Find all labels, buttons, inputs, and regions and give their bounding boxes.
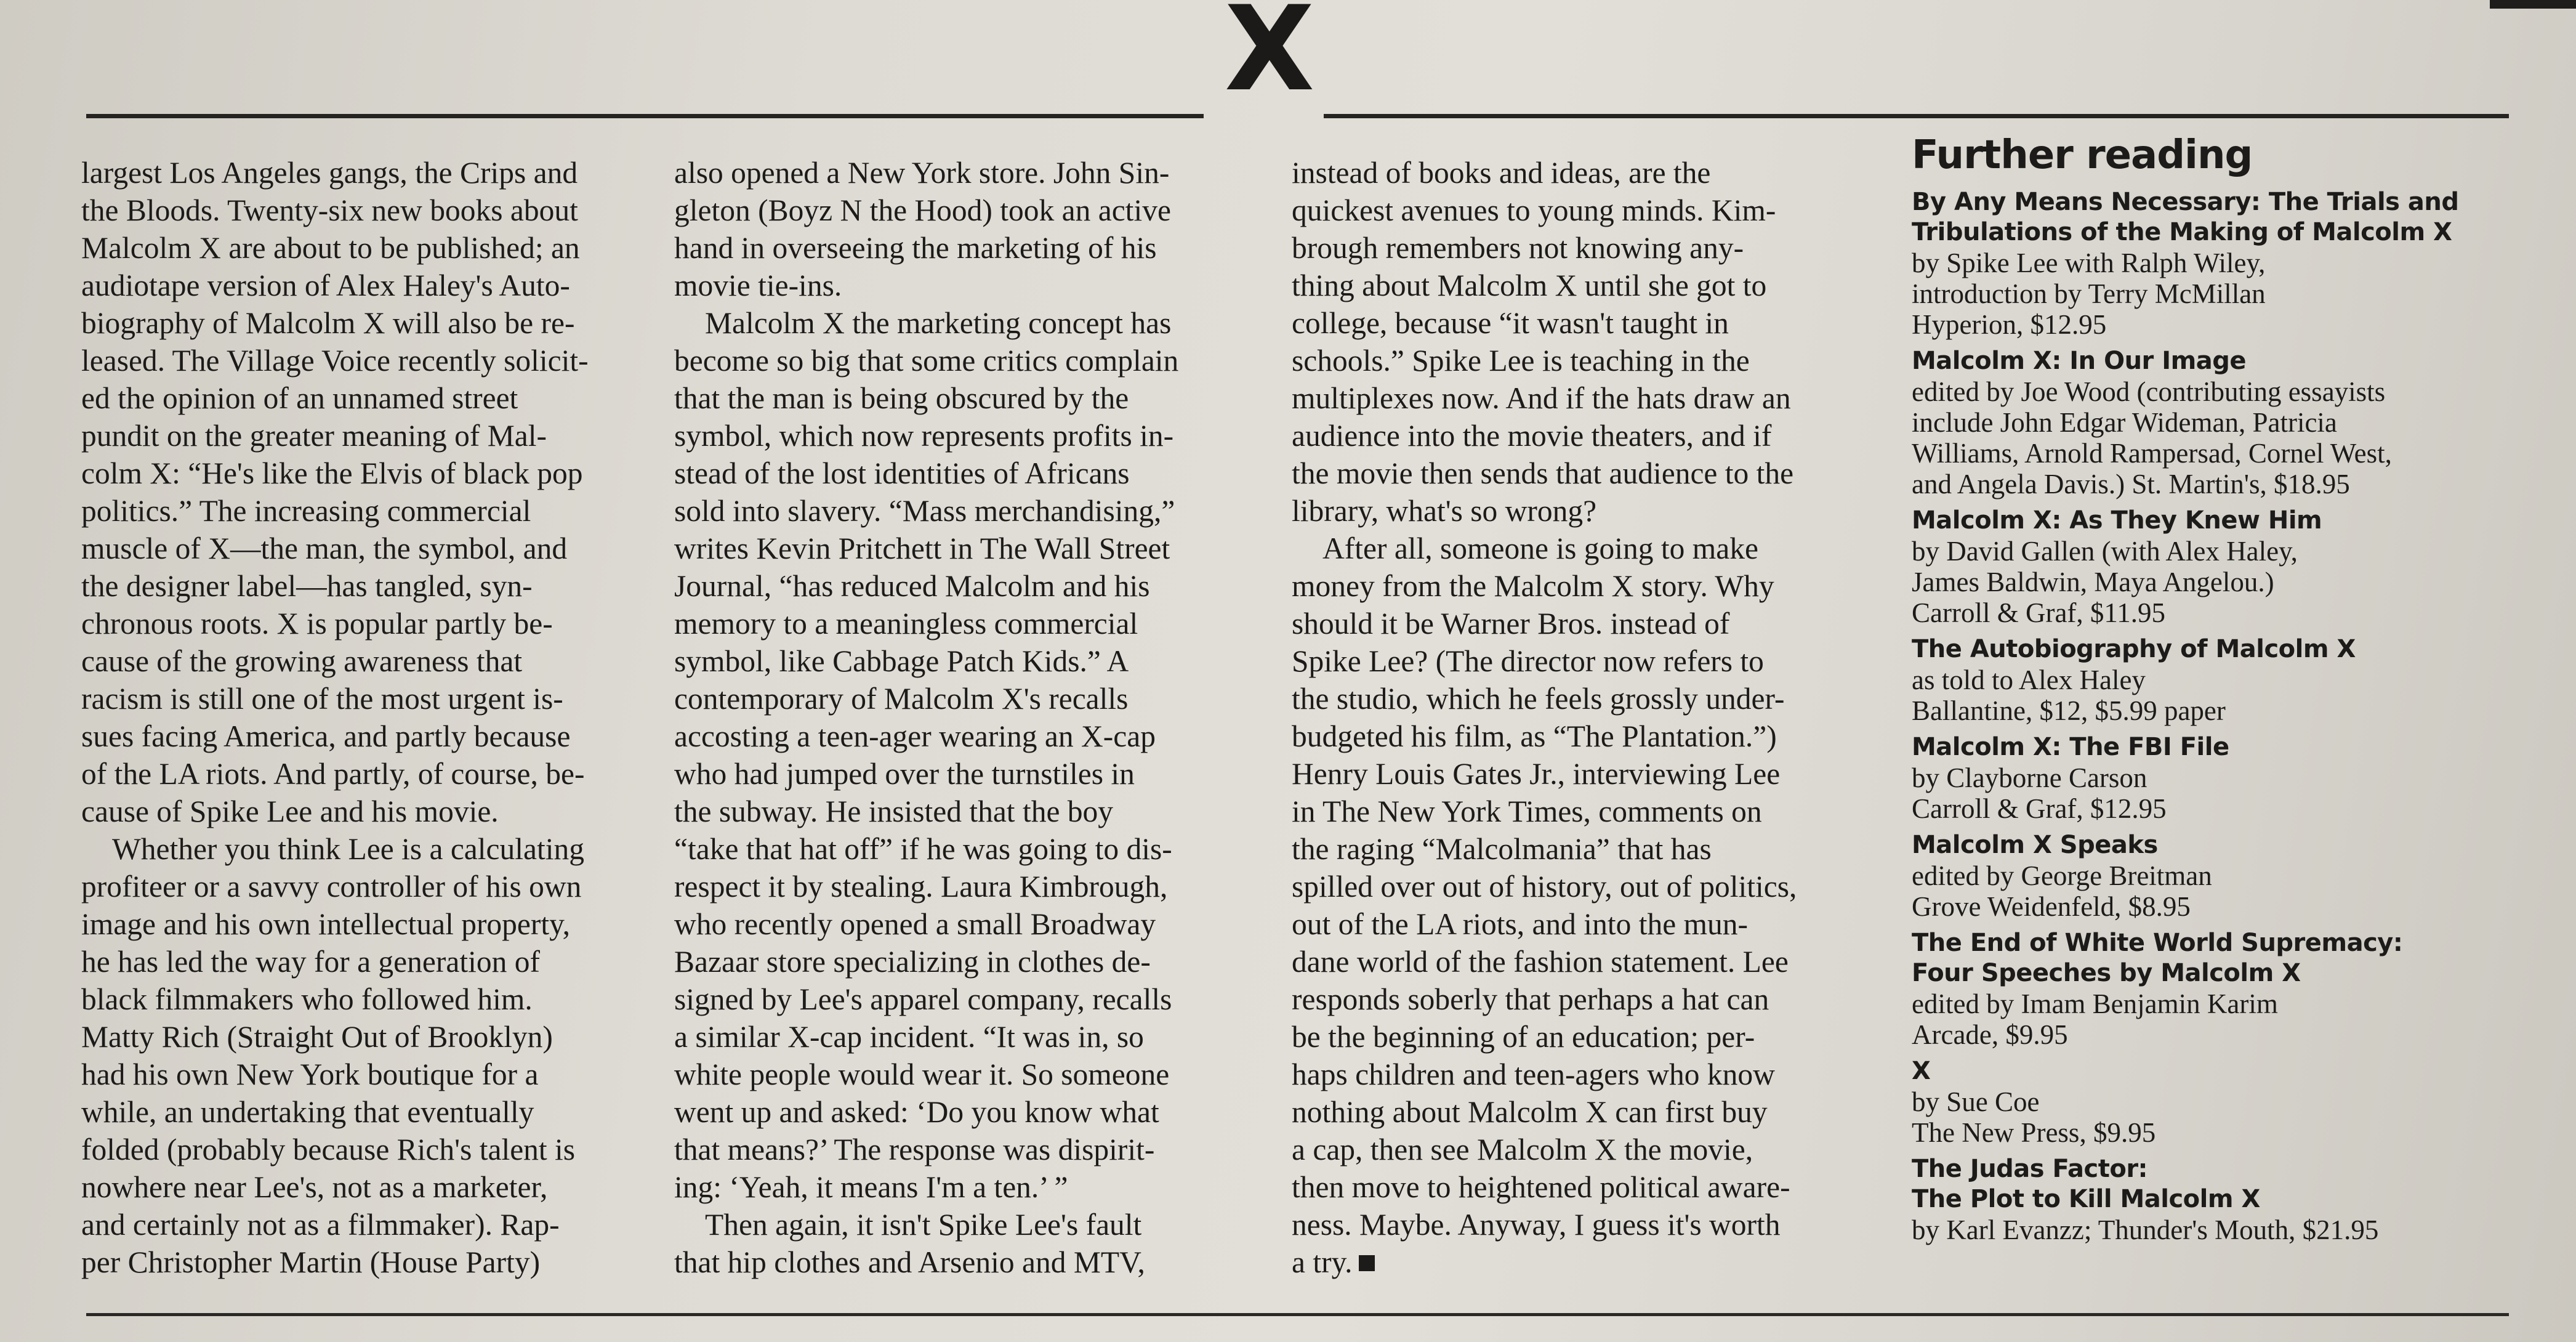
text-line: memory to a meaningless commercial: [674, 607, 1138, 641]
text-line: become so big that some critics complain: [674, 344, 1179, 378]
text-line: leased. The Village Voice recently solicit-: [81, 344, 589, 378]
book-detail: Arcade, $9.95: [1912, 1019, 2068, 1050]
book-detail: Ballantine, $12, $5.99 paper: [1912, 695, 2226, 726]
text-line: who recently opened a small Broadway: [674, 907, 1156, 941]
text-line: audiotape version of Alex Haley's Auto-: [81, 269, 570, 302]
article-paragraph: [81, 154, 638, 830]
text-line: sues facing America, and partly because: [81, 719, 571, 753]
text-line: a similar X-cap incident. “It was in, so: [674, 1020, 1144, 1054]
book-entry: [1912, 1056, 2521, 1148]
book-detail: by David Gallen (with Alex Haley,: [1912, 536, 2298, 567]
book-title: X: [1912, 1057, 1931, 1085]
text-line: quickest avenues to young minds. Kim-: [1292, 193, 1776, 227]
text-line: ed the opinion of an unnamed street: [81, 381, 518, 415]
article-paragraph: [674, 1206, 1265, 1281]
text-line: instead of books and ideas, are the: [1292, 156, 1711, 190]
book-title: Malcolm X: In Our Image: [1912, 347, 2247, 375]
top-rule-left: [86, 114, 1204, 118]
book-title: Tribulations of the Making of Malcolm X: [1912, 218, 2452, 246]
text-line: in The New York Times, comments on: [1292, 794, 1762, 828]
book-title: By Any Means Necessary: The Trials and: [1912, 188, 2459, 216]
book-detail: by Karl Evanzz; Thunder's Mouth, $21.95: [1912, 1215, 2379, 1245]
corner-tab: [2490, 0, 2576, 9]
text-line: sold into slavery. “Mass merchandising,”: [674, 494, 1175, 528]
article-paragraph: [81, 830, 638, 1281]
text-line: image and his own intellectual property,: [81, 907, 571, 941]
book-detail: Williams, Arnold Rampersad, Cornel West,: [1912, 438, 2392, 469]
text-line: black filmmakers who followed him.: [81, 982, 533, 1016]
book-detail: James Baldwin, Maya Angelou.): [1912, 567, 2274, 597]
book-entry: [1912, 187, 2521, 340]
text-line: that means?’ The response was dispirit-: [674, 1133, 1155, 1166]
text-line: audience into the movie theaters, and if: [1292, 419, 1772, 453]
book-detail: Grove Weidenfeld, $8.95: [1912, 891, 2191, 922]
book-detail: by Clayborne Carson: [1912, 762, 2147, 793]
book-title: The End of White World Supremacy:: [1912, 929, 2403, 957]
book-detail: introduction by Terry McMillan: [1912, 278, 2266, 309]
text-line: chronous roots. X is popular partly be-: [81, 607, 553, 641]
text-line: gleton (Boyz N the Hood) took an active: [674, 193, 1171, 227]
text-line: largest Los Angeles gangs, the Crips and: [81, 156, 578, 190]
text-line: the raging “Malcolmania” that has: [1292, 832, 1712, 866]
text-line: be the beginning of an education; per-: [1292, 1020, 1755, 1054]
text-line: then move to heightened political aware-: [1292, 1170, 1790, 1204]
book-detail: by Sue Coe: [1912, 1086, 2040, 1117]
book-entry: [1912, 830, 2521, 922]
book-detail: and Angela Davis.) St. Martin's, $18.95: [1912, 469, 2350, 499]
text-line: out of the LA riots, and into the mun-: [1292, 907, 1749, 941]
top-rule-right: [1324, 114, 2509, 118]
text-line: movie tie-ins.: [674, 269, 842, 302]
text-line: should it be Warner Bros. instead of: [1292, 607, 1730, 641]
text-line: accosting a teen-ager wearing an X-cap: [674, 719, 1156, 753]
text-line: he has led the way for a generation of: [81, 945, 540, 979]
text-line: nothing about Malcolm X can first buy: [1292, 1095, 1768, 1129]
text-line: respect it by stealing. Laura Kimbrough,: [674, 870, 1168, 903]
book-entry: [1912, 732, 2521, 824]
article-paragraph: [1292, 154, 1883, 530]
text-line: biography of Malcolm X will also be re-: [81, 306, 575, 340]
book-entry: [1912, 1154, 2521, 1245]
book-detail: edited by Joe Wood (contributing essayists: [1912, 376, 2386, 407]
text-line: had his own New York boutique for a: [81, 1057, 539, 1091]
text-line: money from the Malcolm X story. Why: [1292, 569, 1774, 603]
text-line: the movie then sends that audience to the: [1292, 456, 1794, 490]
book-entry: [1912, 506, 2521, 628]
text-line: cause of Spike Lee and his movie.: [81, 794, 499, 828]
book-detail: Carroll & Graf, $12.95: [1912, 793, 2167, 824]
text-line: multiplexes now. And if the hats draw an: [1292, 381, 1791, 415]
book-title: Malcolm X: As They Knew Him: [1912, 506, 2322, 535]
sidebar-title: Further reading: [1912, 132, 2253, 178]
text-line: a cap, then see Malcolm X the movie,: [1292, 1133, 1753, 1166]
text-line: white people would wear it. So someone: [674, 1057, 1170, 1091]
article-paragraph: [674, 304, 1265, 1206]
text-line: racism is still one of the most urgent is-: [81, 682, 563, 716]
book-detail: include John Edgar Wideman, Patricia: [1912, 407, 2337, 438]
text-line: brough remembers not knowing any-: [1292, 231, 1744, 265]
book-title: Four Speeches by Malcolm X: [1912, 959, 2301, 987]
text-line: and certainly not as a filmmaker). Rap-: [81, 1208, 560, 1242]
book-detail: as told to Alex Haley: [1912, 665, 2146, 695]
text-line: symbol, which now represents profits in-: [674, 419, 1174, 453]
text-line: Journal, “has reduced Malcolm and his: [674, 569, 1150, 603]
article-column-1: [81, 154, 638, 1281]
book-detail: The New Press, $9.95: [1912, 1117, 2156, 1148]
text-line: symbol, like Cabbage Patch Kids.” A: [674, 644, 1129, 678]
text-line: thing about Malcolm X until she got to: [1292, 269, 1767, 302]
text-line: college, because “it wasn't taught in: [1292, 306, 1729, 340]
text-line: ness. Maybe. Anyway, I guess it's worth: [1292, 1208, 1781, 1242]
text-line: Malcolm X are about to be published; an: [81, 231, 580, 265]
text-line: that hip clothes and Arsenio and MTV,: [674, 1245, 1145, 1279]
text-line: went up and asked: ‘Do you know what: [674, 1095, 1159, 1129]
book-entry: [1912, 634, 2521, 726]
book-title: The Plot to Kill Malcolm X: [1912, 1185, 2260, 1213]
text-line: contemporary of Malcolm X's recalls: [674, 682, 1129, 716]
book-title: Malcolm X Speaks: [1912, 831, 2158, 859]
book-entry: [1912, 346, 2521, 499]
book-detail: Hyperion, $12.95: [1912, 309, 2107, 340]
text-line: Malcolm X the marketing concept has: [705, 306, 1172, 340]
text-line: the Bloods. Twenty-six new books about: [81, 193, 578, 227]
text-line: folded (probably because Rich's talent is: [81, 1133, 576, 1166]
text-line: a try.: [1292, 1245, 1353, 1279]
article-paragraph: [1292, 530, 1883, 1281]
text-line: budgeted his film, as “The Plantation.”): [1292, 719, 1777, 753]
book-detail: by Spike Lee with Ralph Wiley,: [1912, 248, 2266, 278]
book-title: The Judas Factor:: [1912, 1155, 2148, 1183]
article-column-3: [1292, 154, 1883, 1281]
text-line: responds soberly that perhaps a hat can: [1292, 982, 1769, 1016]
text-line: who had jumped over the turnstiles in: [674, 757, 1135, 791]
text-line: while, an undertaking that eventually: [81, 1095, 534, 1129]
text-line: the studio, which he feels grossly under-: [1292, 682, 1785, 716]
book-list: [1912, 187, 2521, 1245]
text-line: muscle of X—the man, the symbol, and: [81, 532, 568, 565]
further-reading-sidebar: [1912, 131, 2521, 1251]
text-line: also opened a New York store. John Sin-: [674, 156, 1170, 190]
text-line: haps children and teen-agers who know: [1292, 1057, 1775, 1091]
text-line: that the man is being obscured by the: [674, 381, 1129, 415]
text-line: cause of the growing awareness that: [81, 644, 523, 678]
text-line: writes Kevin Pritchett in The Wall Street: [674, 532, 1170, 565]
text-line: hand in overseeing the marketing of his: [674, 231, 1157, 265]
text-line: Spike Lee? (The director now refers to: [1292, 644, 1764, 678]
book-entry: [1912, 928, 2521, 1050]
book-detail: edited by Imam Benjamin Karim: [1912, 988, 2278, 1019]
text-line: ing: ‘Yeah, it means I'm a ten.’ ”: [674, 1170, 1068, 1204]
text-line: stead of the lost identities of Africans: [674, 456, 1130, 490]
text-line: politics.” The increasing commercial: [81, 494, 531, 528]
text-line: schools.” Spike Lee is teaching in the: [1292, 344, 1750, 378]
text-line: spilled over out of history, out of politics,: [1292, 870, 1797, 903]
end-mark-icon: [1359, 1255, 1375, 1271]
text-line: Whether you think Lee is a calculating: [112, 832, 584, 866]
text-line: the subway. He insisted that the boy: [674, 794, 1114, 828]
text-line: pundit on the greater meaning of Mal-: [81, 419, 547, 453]
text-line: library, what's so wrong?: [1292, 494, 1597, 528]
text-line: Henry Louis Gates Jr., interviewing Lee: [1292, 757, 1781, 791]
text-line: dane world of the fashion statement. Lee: [1292, 945, 1789, 979]
book-detail: Carroll & Graf, $11.95: [1912, 597, 2165, 628]
article-paragraph: [674, 154, 1265, 304]
text-line: colm X: “He's like the Elvis of black pop: [81, 456, 583, 490]
text-line: Then again, it isn't Spike Lee's fault: [705, 1208, 1142, 1242]
text-line: per Christopher Martin (House Party): [81, 1245, 541, 1279]
book-title: Malcolm X: The FBI File: [1912, 733, 2229, 761]
book-detail: edited by George Breitman: [1912, 860, 2212, 891]
article-column-2: [674, 154, 1265, 1281]
text-line: Matty Rich (Straight Out of Brooklyn): [81, 1020, 553, 1054]
text-line: signed by Lee's apparel company, recalls: [674, 982, 1172, 1016]
section-headline: X: [1224, 0, 1313, 117]
text-line: profiteer or a savvy controller of his own: [81, 870, 582, 903]
text-line: After all, someone is going to make: [1322, 532, 1758, 565]
text-line: the designer label—has tangled, syn-: [81, 569, 533, 603]
text-line: of the LA riots. And partly, of course, be-: [81, 757, 585, 791]
bottom-rule: [86, 1313, 2509, 1316]
text-line: Bazaar store specializing in clothes de-: [674, 945, 1151, 979]
book-title: The Autobiography of Malcolm X: [1912, 635, 2356, 663]
text-line: “take that hat off” if he was going to dis-: [674, 832, 1172, 866]
text-line: nowhere near Lee's, not as a marketer,: [81, 1170, 548, 1204]
